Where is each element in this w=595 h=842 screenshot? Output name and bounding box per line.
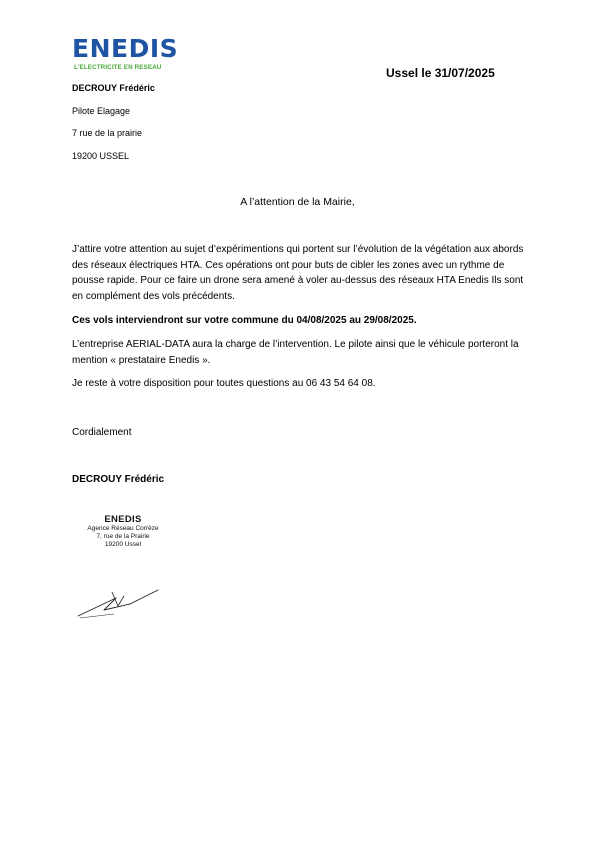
body-paragraph-1: J’attire votre attention au sujet d’expérimentions qui portent sur l’évolution de la végétation aux abords des réseaux électriques HTA. Ces opérations ont pour buts de cibler les zones avec un rythme de pousse rapide. Pour ce faire un drone sera amené à voler au-dessus des réseaux HTA Enedis Ils sont en complément des vols précédents. [72, 244, 524, 302]
stamp-line-agency: Agence Réseau Corrèze [87, 525, 159, 532]
stamp-line-city: 19200 Ussel [104, 541, 142, 548]
sender-street: 7 rue de la prairie [72, 128, 143, 138]
company-stamp [78, 514, 168, 549]
sender-city: 19200 USSEL [72, 151, 130, 161]
sender-title: Pilote Elagage [72, 106, 131, 116]
date-line: Ussel le 31/07/2025 [386, 66, 495, 80]
body-paragraph-3: Je reste à votre disposition pour toutes questions au 06 43 54 64 08. [72, 378, 376, 389]
sender-name: DECROUY Frédéric [72, 83, 155, 93]
closing: Cordialement [72, 427, 132, 438]
body-paragraph-dates: Ces vols interviendront sur votre commune du 04/08/2025 au 29/08/2025. [72, 315, 417, 326]
salutation: A l’attention de la Mairie, [240, 196, 355, 208]
handwritten-signature [74, 584, 160, 624]
body-paragraph-2: L’entreprise AERIAL-DATA aura la charge de l’intervention. Le pilote ainsi que le véhicule porteront la mention « prestataire Enedis ». [72, 339, 519, 366]
logo-wordmark: ENEDIS [72, 34, 179, 63]
stamp-title: ENEDIS [104, 514, 142, 525]
signature-name: DECROUY Frédéric [72, 474, 165, 485]
logo-tagline: L'ELECTRICITE EN RESEAU [74, 64, 162, 71]
enedis-logo [72, 36, 182, 74]
stamp-line-street: 7, rue de la Prairie [96, 533, 150, 540]
